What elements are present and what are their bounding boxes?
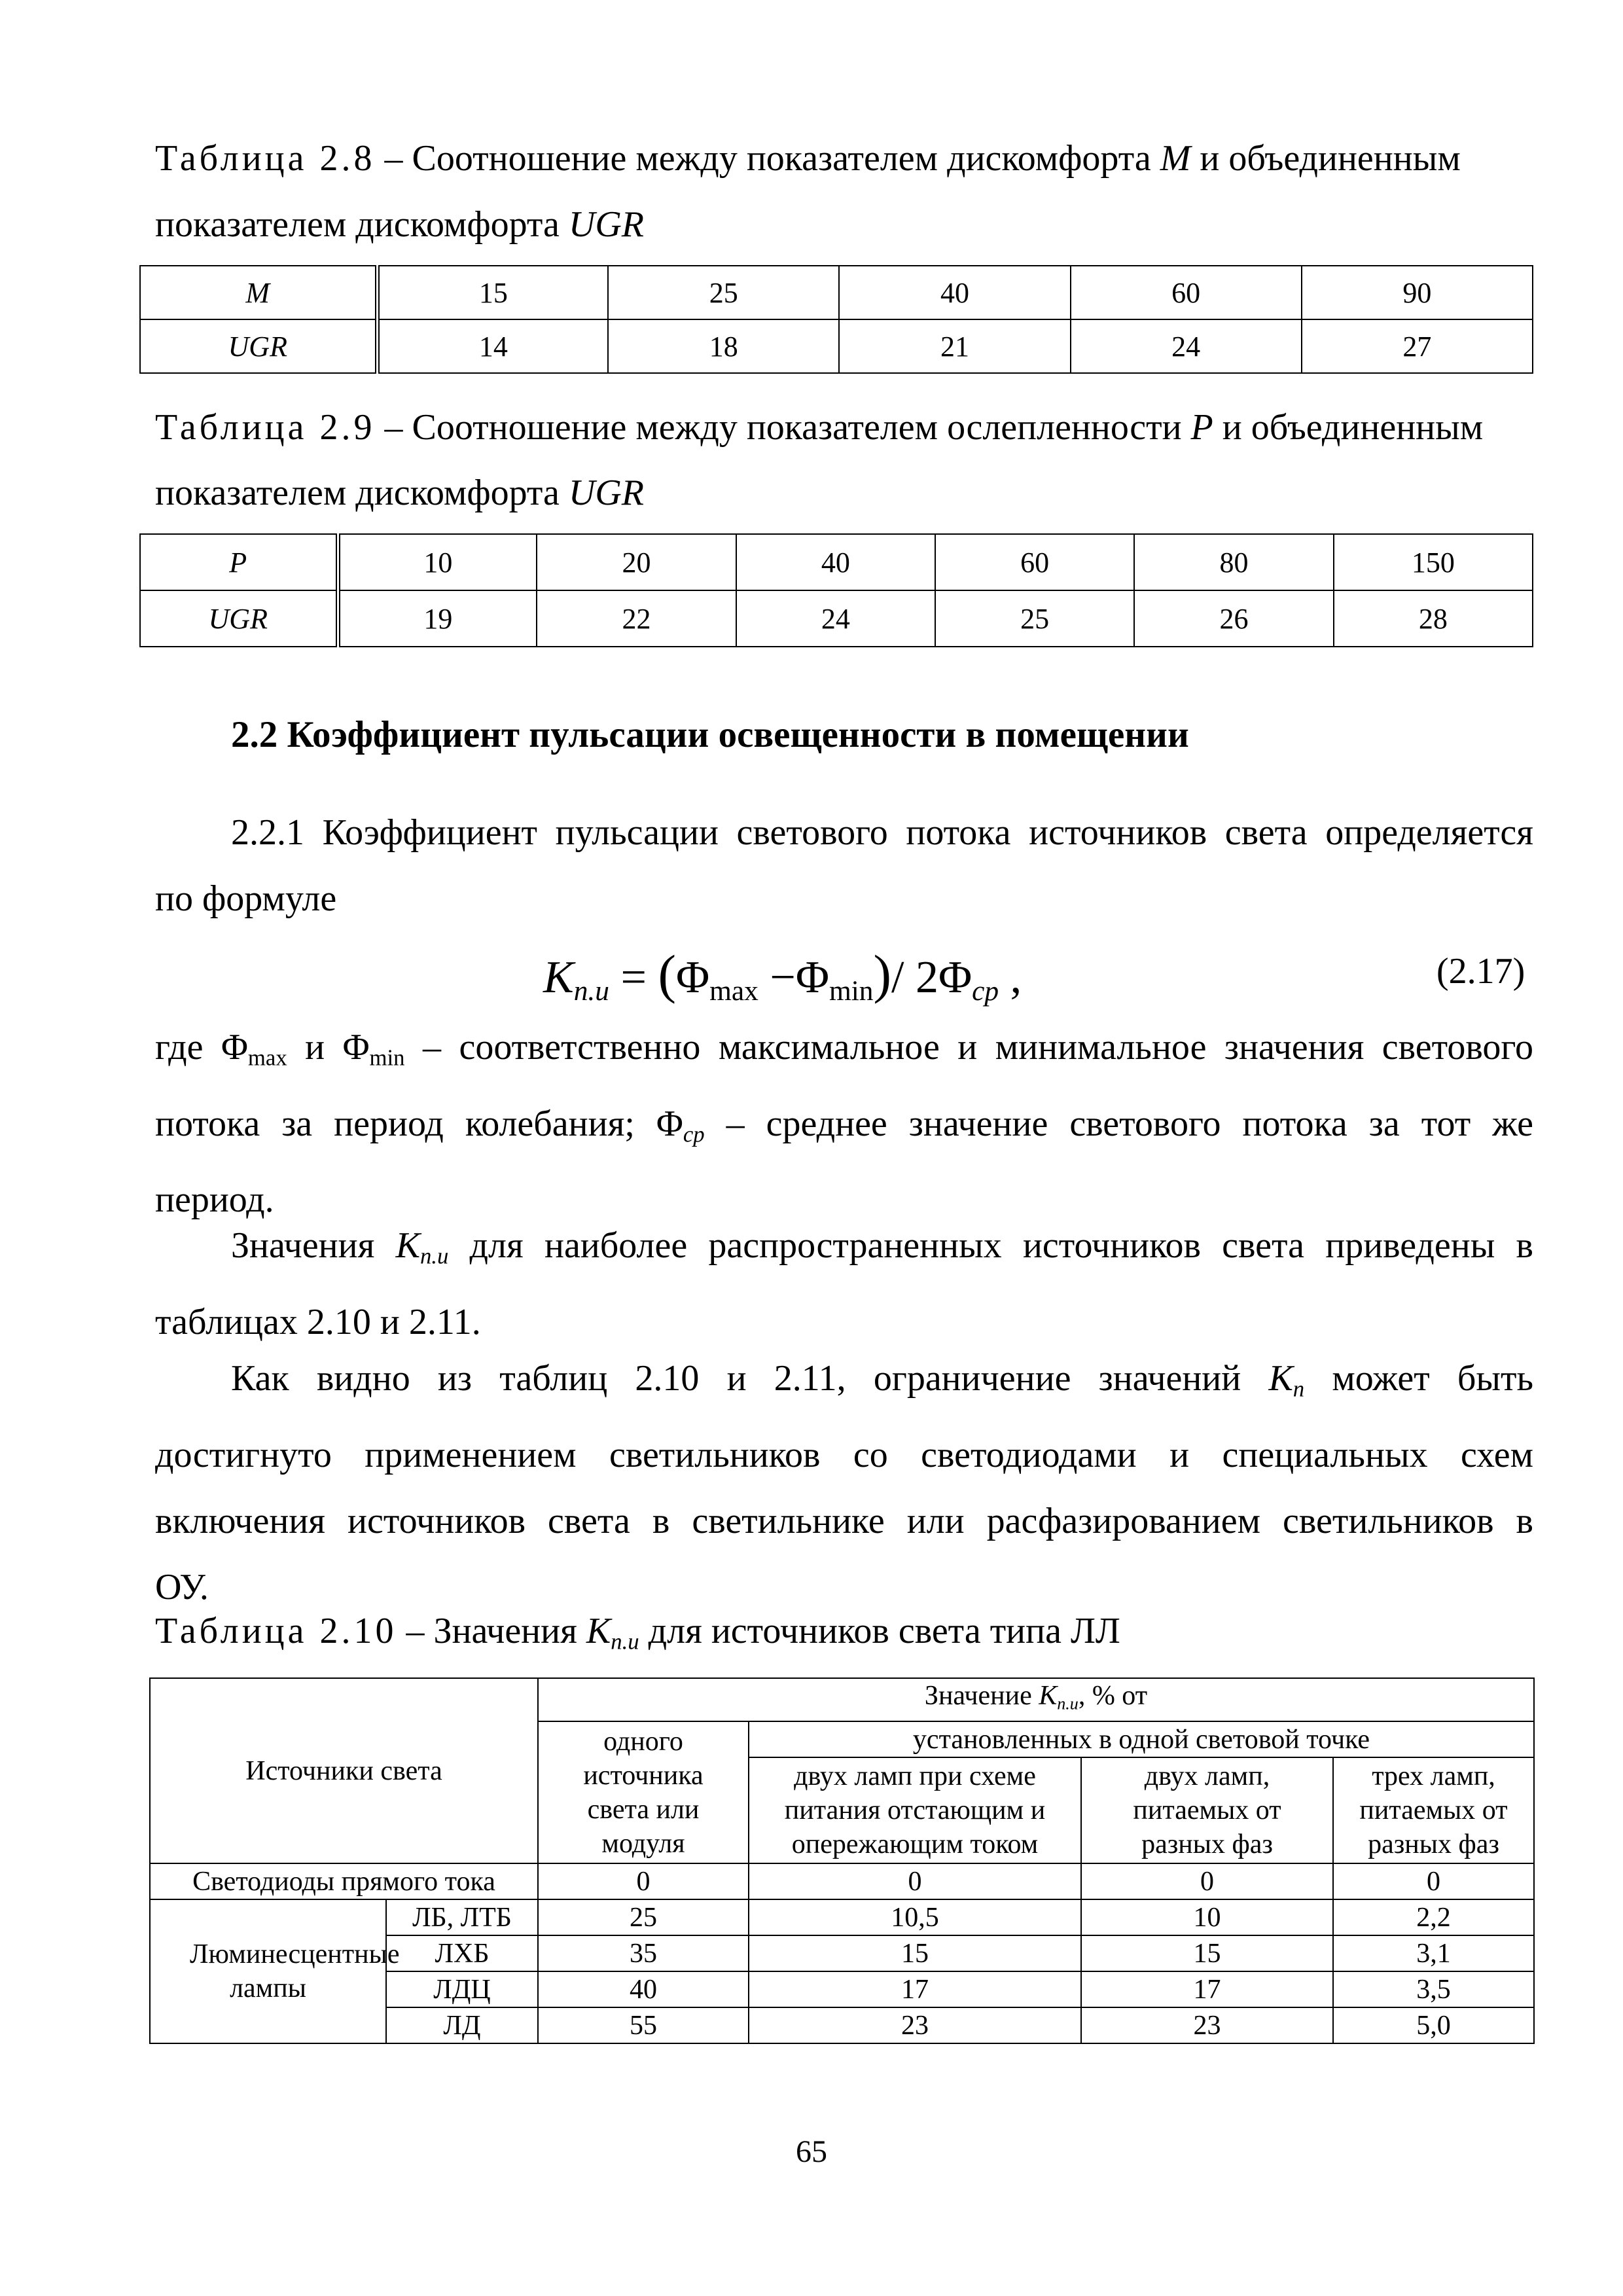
table-row [140, 266, 1533, 319]
table-cell: 0 [538, 1863, 749, 1899]
table-header-row [150, 1678, 1534, 1721]
table-row [150, 1863, 1534, 1899]
table-cell: 24 [1071, 319, 1302, 373]
table-cell: 17 [749, 1971, 1081, 2007]
table-cell: 17 [1081, 1971, 1333, 2007]
paragraph-conclusion [155, 1346, 1533, 1621]
table-2-10 [149, 1677, 1535, 2044]
table-row [140, 534, 1533, 590]
table-cell: 80 [1134, 534, 1333, 590]
table-cell: 10 [338, 534, 537, 590]
table-header-cell: одного источника света или модуля [538, 1721, 749, 1863]
section-heading: 2.2 Коэффициент пульсации освещенности в помещении [231, 714, 1189, 755]
text-line: по формуле [155, 878, 337, 919]
table-header-cell: двух ламп, питаемых от разных фаз [1081, 1757, 1333, 1863]
table-cell: 25 [935, 590, 1134, 647]
table-cell: Светодиоды прямого тока [150, 1863, 538, 1899]
text-line: достигнуто применением светильников со светодиодами и специальных схем [155, 1434, 1533, 1475]
table-cell: 24 [736, 590, 935, 647]
table-cell: 40 [736, 534, 935, 590]
table-2-9-caption-line1: Таблица 2.9 – Соотношение между показателем ослепленности Р и объединенным [155, 407, 1484, 448]
table-cell: 23 [1081, 2007, 1333, 2043]
table-row [140, 590, 1533, 647]
page-number: 65 [796, 2134, 827, 2169]
table-2-9 [139, 533, 1533, 647]
table-header-cell: двух ламп при схеме питания отстающим и опережающим током [749, 1757, 1081, 1863]
table-cell: P [140, 534, 338, 590]
table-cell: 55 [538, 2007, 749, 2043]
paragraph-values [155, 1213, 1533, 1355]
table-cell: 25 [608, 266, 839, 319]
table-cell: 23 [749, 2007, 1081, 2043]
table-cell: 0 [749, 1863, 1081, 1899]
table-row [150, 1899, 1534, 1935]
table-cell: 26 [1134, 590, 1333, 647]
table-cell: 25 [538, 1899, 749, 1935]
text-line: период. [155, 1179, 274, 1221]
table-2-9-caption-line2: показателем дискомфорта UGR [155, 473, 644, 513]
table-cell: Люминесцентные лампы [150, 1899, 386, 2043]
text-line: таблицах 2.10 и 2.11. [155, 1301, 481, 1342]
table-2-8-caption-line1: Таблица 2.8 – Соотношение между показателем дискомфорта М и объединенным [155, 138, 1461, 179]
table-cell: 28 [1334, 590, 1533, 647]
text-line: 2.2.1 Коэффициент пульсации светового потока источников света определяется [231, 812, 1533, 853]
table-cell: 14 [377, 319, 608, 373]
table-2-8 [139, 265, 1533, 374]
table-header-cell: установленных в одной световой точке [749, 1721, 1534, 1757]
text-line: потока за период колебания; $\Phi_{ср}$ – среднее значение светового потока за тот же [155, 1103, 1533, 1147]
table-cell: 35 [538, 1935, 749, 1971]
table-cell: 22 [537, 590, 736, 647]
table-row [140, 319, 1533, 373]
table-cell: UGR [140, 319, 377, 373]
table-2-8-caption-line2: показателем дискомфорта UGR [155, 204, 644, 245]
table-cell: 90 [1302, 266, 1533, 319]
paragraph-2-2-1 [155, 800, 1533, 932]
table-header-cell: Значение $K_{п.и}$, % от [538, 1678, 1534, 1721]
table-cell: 27 [1302, 319, 1533, 373]
table-cell: M [140, 266, 377, 319]
table-cell: 15 [1081, 1935, 1333, 1971]
table-cell: 15 [749, 1935, 1081, 1971]
table-cell: 60 [1071, 266, 1302, 319]
text-line: где Φmax и Φmin – соответственно максимальное и минимальное значения светового [155, 1027, 1533, 1071]
table-cell: ЛД [386, 2007, 538, 2043]
table-cell: 10 [1081, 1899, 1333, 1935]
table-2-10-caption: Таблица 2.10 – Значения $K_{п.и}$ для источников света типа ЛЛ [155, 1611, 1120, 1655]
text-line: Значения $K_{п.и}$ для наиболее распространенных источников света приведены в [231, 1225, 1533, 1269]
table-cell: 5,0 [1333, 2007, 1534, 2043]
text-line: включения источников света в светильнике или расфазированием светильников в [155, 1500, 1533, 1541]
table-header-cell: Источники света [150, 1678, 538, 1863]
text-line: Как видно из таблиц 2.10 и 2.11, ограничение значений $K_п$ может быть [231, 1358, 1533, 1402]
paragraph-definitions [155, 1014, 1533, 1233]
formula-number: (2.17) [1436, 951, 1525, 992]
table-header-cell: трех ламп, питаемых от разных фаз [1333, 1757, 1534, 1863]
table-cell: UGR [140, 590, 338, 647]
table-cell: 2,2 [1333, 1899, 1534, 1935]
table-cell: 21 [839, 319, 1070, 373]
table-cell: ЛБ, ЛТБ [386, 1899, 538, 1935]
table-cell: 18 [608, 319, 839, 373]
table-cell: 3,1 [1333, 1935, 1534, 1971]
table-cell: 40 [839, 266, 1070, 319]
table-cell: 20 [537, 534, 736, 590]
table-cell: 15 [377, 266, 608, 319]
table-cell: ЛДЦ [386, 1971, 538, 2007]
table-cell: 19 [338, 590, 537, 647]
table-cell: ЛХБ [386, 1935, 538, 1971]
table-cell: 60 [935, 534, 1134, 590]
table-cell: 0 [1081, 1863, 1333, 1899]
table-cell: 0 [1333, 1863, 1534, 1899]
table-cell: 150 [1334, 534, 1533, 590]
table-cell: 10,5 [749, 1899, 1081, 1935]
formula-2-17: $K_{п.и} = (\Phi\max -\Phi\min)/$ $2\Phi_{ср}$ , [543, 944, 1022, 1007]
text-line: ОУ. [155, 1566, 209, 1607]
table-cell: 3,5 [1333, 1971, 1534, 2007]
table-cell: 40 [538, 1971, 749, 2007]
